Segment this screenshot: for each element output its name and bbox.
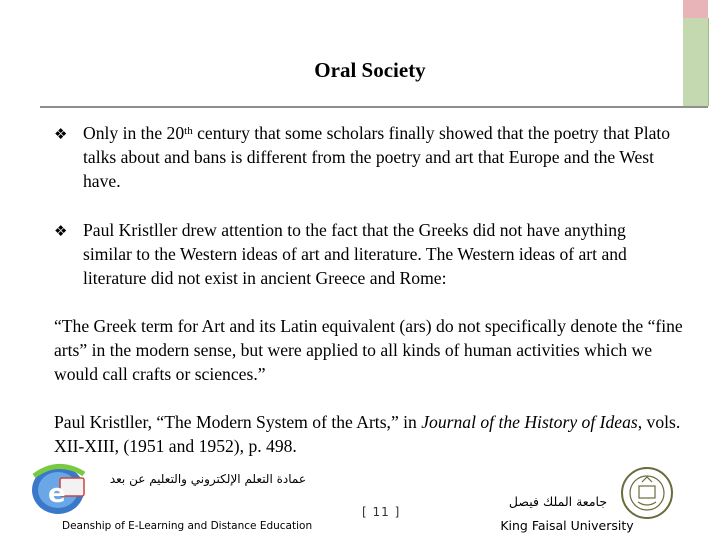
citation: Paul Kristller, “The Modern System of the Arts,” in Journal of the History of Ideas, vols. XII-XIII, (1951 and 1952), p. 498. <box>54 412 681 456</box>
e-learning-logo-icon <box>28 458 92 520</box>
title-divider <box>40 106 708 108</box>
page-number: [ 11 ] <box>362 505 401 519</box>
university-arabic: جامعة الملك فيصل <box>508 494 608 509</box>
decorative-stripe-pink <box>683 0 708 18</box>
bullet-text: Paul Kristller drew attention to the fact that the Greeks did not have anything similar to the Western ideas of art and literature. The Western ideas of art and literature did not exist in ancient Greece and Rome: <box>83 220 627 288</box>
svg-text:e: e <box>48 479 66 509</box>
deanship-english: Deanship of E-Learning and Distance Education <box>62 520 313 532</box>
bullet-item <box>54 121 674 193</box>
bullet-item <box>54 218 674 290</box>
diamond-bullet-icon: ❖ <box>54 222 68 240</box>
journal-title: Journal of the History of Ideas <box>421 412 638 432</box>
bullet-text: Only in the 20th century that some scholars finally showed that the poetry that Plato talks about and bans is different from the poetry and art that Europe and the West have. <box>83 123 671 191</box>
deanship-arabic: عمادة التعلم الإلكتروني والتعليم عن بعد <box>109 472 306 486</box>
university-seal-icon <box>620 466 674 520</box>
slide-title: Oral Society <box>314 58 426 82</box>
block-quote: “The Greek term for Art and its Latin equivalent (ars) do not specifically denote the “fine arts” in the modern sense, but were applied to all kinds of human activities which we would call crafts or sciences.” <box>54 316 683 384</box>
university-english: King Faisal University <box>500 518 634 533</box>
diamond-bullet-icon: ❖ <box>54 125 68 143</box>
